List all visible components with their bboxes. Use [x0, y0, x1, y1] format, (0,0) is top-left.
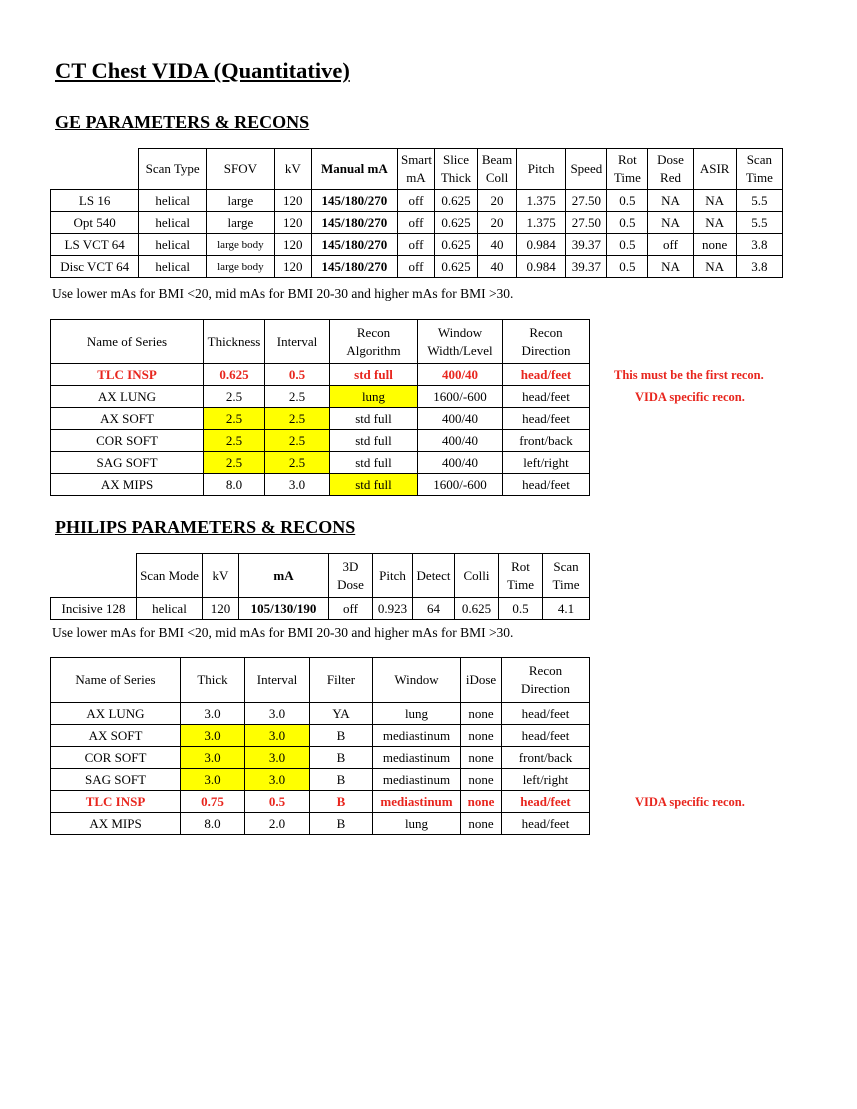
table-cell: AX MIPS	[51, 474, 204, 496]
table-cell: std full	[330, 474, 418, 496]
table-cell: 27.50	[566, 212, 607, 234]
table-cell: head/feet	[503, 364, 590, 386]
table-cell: 20	[478, 212, 517, 234]
column-header: Recon Direction	[503, 320, 590, 364]
table-cell: large	[207, 190, 275, 212]
philips-vida-note: VIDA specific recon.	[635, 795, 745, 809]
column-header: Window Width/Level	[418, 320, 503, 364]
table-cell: lung	[330, 386, 418, 408]
table-cell: 0.625	[434, 256, 477, 278]
table-cell: head/feet	[502, 703, 590, 725]
table-cell: COR SOFT	[51, 430, 204, 452]
table-cell: helical	[139, 212, 207, 234]
table-cell: 400/40	[418, 364, 503, 386]
table-cell: 64	[413, 598, 455, 620]
table-cell: head/feet	[502, 813, 590, 835]
table-cell: 400/40	[418, 430, 503, 452]
column-header: kV	[203, 554, 239, 598]
column-header: Recon Algorithm	[330, 320, 418, 364]
column-header: mA	[239, 554, 329, 598]
table-row	[51, 791, 590, 813]
table-cell: large	[207, 212, 275, 234]
table-cell: 8.0	[204, 474, 265, 496]
table-cell: 0.5	[265, 364, 330, 386]
table-cell: 120	[274, 234, 311, 256]
table-cell: NA	[648, 256, 693, 278]
table-cell: 0.625	[434, 212, 477, 234]
table-cell: 120	[274, 212, 311, 234]
table-cell: mediastinum	[373, 769, 461, 791]
table-cell: 120	[203, 598, 239, 620]
column-header: SFOV	[207, 149, 275, 190]
table-cell: 0.625	[434, 190, 477, 212]
table-cell: 145/180/270	[311, 212, 397, 234]
table-cell: off	[397, 212, 434, 234]
table-cell: mediastinum	[373, 747, 461, 769]
table-cell: 39.37	[566, 234, 607, 256]
table-cell: std full	[330, 452, 418, 474]
table-row	[51, 190, 783, 212]
column-header: kV	[274, 149, 311, 190]
philips-recon-table	[50, 657, 590, 835]
table-row	[51, 386, 590, 408]
table-cell: NA	[693, 212, 736, 234]
table-cell: helical	[139, 256, 207, 278]
column-header: iDose	[461, 658, 502, 703]
column-header: Window	[373, 658, 461, 703]
table-cell: AX SOFT	[51, 725, 181, 747]
table-row	[51, 703, 590, 725]
column-header: ASIR	[693, 149, 736, 190]
table-cell: 400/40	[418, 408, 503, 430]
table-cell: helical	[139, 234, 207, 256]
table-cell: head/feet	[503, 474, 590, 496]
table-cell: 3.0	[181, 769, 245, 791]
column-header: Name of Series	[51, 320, 204, 364]
table-cell: 2.5	[265, 386, 330, 408]
table-cell: 5.5	[736, 190, 782, 212]
table-cell: 0.5	[607, 190, 648, 212]
table-cell: 3.0	[181, 703, 245, 725]
column-header: Recon Direction	[502, 658, 590, 703]
table-cell: 2.0	[245, 813, 310, 835]
table-cell: none	[693, 234, 736, 256]
table-row	[51, 256, 783, 278]
table-cell: 105/130/190	[239, 598, 329, 620]
table-cell: 3.8	[736, 234, 782, 256]
table-cell: helical	[139, 190, 207, 212]
table-cell: NA	[648, 212, 693, 234]
table-cell: head/feet	[503, 408, 590, 430]
table-cell: 3.0	[265, 474, 330, 496]
table-cell: AX MIPS	[51, 813, 181, 835]
table-cell: 40	[478, 256, 517, 278]
table-cell: lung	[373, 703, 461, 725]
table-cell: 3.0	[245, 769, 310, 791]
table-cell: 0.625	[204, 364, 265, 386]
table-cell: Disc VCT 64	[51, 256, 139, 278]
table-cell: head/feet	[502, 725, 590, 747]
column-header: Slice Thick	[434, 149, 477, 190]
column-header: Beam Coll	[478, 149, 517, 190]
column-header: Scan Time	[543, 554, 590, 598]
table-cell: 145/180/270	[311, 190, 397, 212]
table-cell: mediastinum	[373, 725, 461, 747]
column-header: Manual mA	[311, 149, 397, 190]
table-cell: none	[461, 791, 502, 813]
table-row	[51, 474, 590, 496]
column-header: Detect	[413, 554, 455, 598]
column-header: Colli	[455, 554, 499, 598]
table-cell: 3.0	[181, 725, 245, 747]
table-cell: 0.5	[607, 256, 648, 278]
table-cell: helical	[137, 598, 203, 620]
philips-bmi-note: Use lower mAs for BMI <20, mid mAs for BMI 20-30 and higher mAs for BMI >30.	[52, 625, 514, 640]
table-cell: TLC INSP	[51, 791, 181, 813]
table-cell: B	[310, 725, 373, 747]
column-header: Pitch	[373, 554, 413, 598]
table-cell: NA	[648, 190, 693, 212]
table-row	[51, 747, 590, 769]
table-cell: 2.5	[204, 430, 265, 452]
column-header: 3D Dose	[329, 554, 373, 598]
table-cell: 40	[478, 234, 517, 256]
column-header: Smart mA	[397, 149, 434, 190]
table-cell: off	[648, 234, 693, 256]
table-cell: none	[461, 769, 502, 791]
column-header: Rot Time	[499, 554, 543, 598]
column-header: Interval	[245, 658, 310, 703]
table-cell: mediastinum	[373, 791, 461, 813]
table-cell: none	[461, 813, 502, 835]
table-cell: 39.37	[566, 256, 607, 278]
table-cell: 27.50	[566, 190, 607, 212]
column-header: Filter	[310, 658, 373, 703]
table-cell: LS VCT 64	[51, 234, 139, 256]
table-cell: 1600/-600	[418, 386, 503, 408]
table-cell: 1.375	[517, 212, 566, 234]
column-header: Thick	[181, 658, 245, 703]
table-cell: 0.984	[517, 234, 566, 256]
column-header: Speed	[566, 149, 607, 190]
table-cell: front/back	[502, 747, 590, 769]
table-row	[51, 430, 590, 452]
table-row	[51, 452, 590, 474]
table-cell: 4.1	[543, 598, 590, 620]
header-blank	[51, 149, 139, 190]
table-cell: 0.5	[245, 791, 310, 813]
column-header: Rot Time	[607, 149, 648, 190]
table-cell: 145/180/270	[311, 234, 397, 256]
table-cell: left/right	[503, 452, 590, 474]
table-cell: 2.5	[204, 408, 265, 430]
table-cell: SAG SOFT	[51, 769, 181, 791]
table-cell: 0.75	[181, 791, 245, 813]
table-cell: large body	[207, 234, 275, 256]
table-cell: B	[310, 769, 373, 791]
table-cell: B	[310, 813, 373, 835]
table-cell: 0.984	[517, 256, 566, 278]
table-cell: 0.5	[499, 598, 543, 620]
ge-recon-table	[50, 319, 590, 496]
table-cell: B	[310, 791, 373, 813]
ge-vida-note: VIDA specific recon.	[635, 390, 745, 404]
ge-bmi-note: Use lower mAs for BMI <20, mid mAs for BMI 20-30 and higher mAs for BMI >30.	[52, 286, 514, 301]
column-header: Scan Mode	[137, 554, 203, 598]
table-cell: NA	[693, 256, 736, 278]
table-cell: off	[397, 234, 434, 256]
ge-first-recon-note: This must be the first recon.	[614, 368, 764, 382]
table-row	[51, 234, 783, 256]
table-cell: Opt 540	[51, 212, 139, 234]
table-cell: AX LUNG	[51, 703, 181, 725]
table-cell: AX LUNG	[51, 386, 204, 408]
table-cell: AX SOFT	[51, 408, 204, 430]
header-blank	[51, 554, 137, 598]
table-row	[51, 725, 590, 747]
column-header: Scan Type	[139, 149, 207, 190]
table-cell: 2.5	[265, 408, 330, 430]
table-cell: std full	[330, 408, 418, 430]
table-cell: 8.0	[181, 813, 245, 835]
table-cell: std full	[330, 364, 418, 386]
table-cell: 2.5	[204, 386, 265, 408]
table-cell: TLC INSP	[51, 364, 204, 386]
page-title: CT Chest VIDA (Quantitative)	[55, 58, 350, 83]
table-cell: NA	[693, 190, 736, 212]
table-cell: 0.5	[607, 234, 648, 256]
table-cell: head/feet	[503, 386, 590, 408]
table-cell: YA	[310, 703, 373, 725]
table-cell: 2.5	[204, 452, 265, 474]
table-cell: off	[397, 190, 434, 212]
ge-heading: GE PARAMETERS & RECONS	[55, 112, 310, 132]
table-cell: 0.923	[373, 598, 413, 620]
table-cell: SAG SOFT	[51, 452, 204, 474]
table-cell: 120	[274, 190, 311, 212]
table-cell: lung	[373, 813, 461, 835]
table-cell: 120	[274, 256, 311, 278]
table-cell: 3.0	[181, 747, 245, 769]
table-cell: none	[461, 747, 502, 769]
table-cell: 400/40	[418, 452, 503, 474]
table-cell: COR SOFT	[51, 747, 181, 769]
table-cell: LS 16	[51, 190, 139, 212]
column-header: Dose Red	[648, 149, 693, 190]
table-cell: none	[461, 725, 502, 747]
table-cell: 0.625	[434, 234, 477, 256]
table-cell: 2.5	[265, 452, 330, 474]
table-cell: large body	[207, 256, 275, 278]
table-cell: head/feet	[502, 791, 590, 813]
table-cell: B	[310, 747, 373, 769]
table-cell: none	[461, 703, 502, 725]
table-cell: 3.8	[736, 256, 782, 278]
table-cell: 3.0	[245, 703, 310, 725]
table-cell: left/right	[502, 769, 590, 791]
table-cell: off	[397, 256, 434, 278]
table-cell: 3.0	[245, 725, 310, 747]
philips-heading: PHILIPS PARAMETERS & RECONS	[55, 517, 356, 537]
table-row	[51, 408, 590, 430]
table-cell: std full	[330, 430, 418, 452]
table-row	[51, 212, 783, 234]
column-header: Scan Time	[736, 149, 782, 190]
table-cell: 5.5	[736, 212, 782, 234]
table-cell: 1.375	[517, 190, 566, 212]
table-cell: 1600/-600	[418, 474, 503, 496]
table-cell: front/back	[503, 430, 590, 452]
table-row	[51, 769, 590, 791]
table-cell: 3.0	[245, 747, 310, 769]
column-header: Thickness	[204, 320, 265, 364]
table-cell: 145/180/270	[311, 256, 397, 278]
table-row	[51, 598, 590, 620]
table-cell: Incisive 128	[51, 598, 137, 620]
column-header: Interval	[265, 320, 330, 364]
philips-params-table	[50, 553, 590, 620]
table-cell: off	[329, 598, 373, 620]
ge-params-table	[50, 148, 783, 278]
column-header: Pitch	[517, 149, 566, 190]
table-row	[51, 364, 590, 386]
table-cell: 20	[478, 190, 517, 212]
table-cell: 2.5	[265, 430, 330, 452]
column-header: Name of Series	[51, 658, 181, 703]
table-cell: 0.5	[607, 212, 648, 234]
table-cell: 0.625	[455, 598, 499, 620]
table-row	[51, 813, 590, 835]
